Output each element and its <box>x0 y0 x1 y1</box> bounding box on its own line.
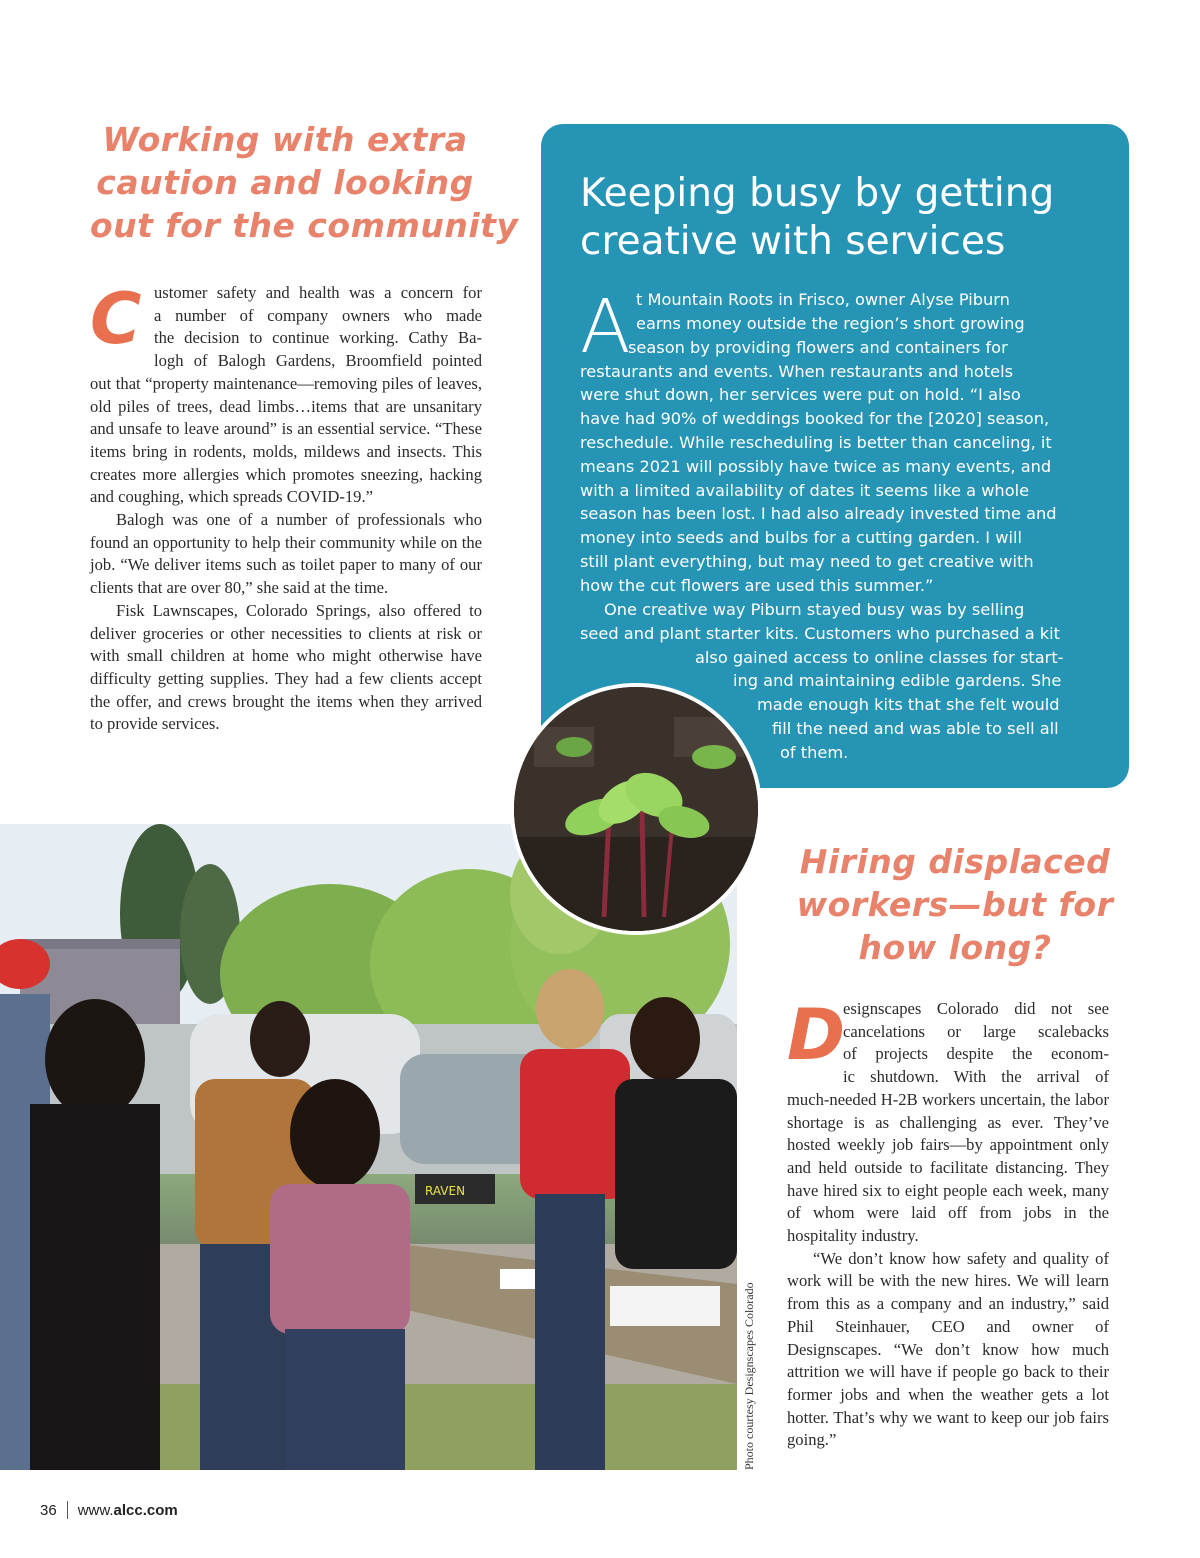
title-line: Keeping busy by getting <box>580 171 1055 216</box>
text-line: also gained access to online classes for start- <box>695 648 1064 667</box>
paragraph-line: cancelations or large scalebacks <box>843 1021 1109 1041</box>
footer-divider <box>67 1501 68 1519</box>
text-line: t Mountain Roots in Frisco, owner Alyse Piburn <box>636 290 1010 309</box>
drop-cap: A <box>580 284 631 370</box>
text-line: seed and plant starter kits. Customers who purchased a kit <box>580 624 1060 643</box>
paragraph-line: a number of company owners who made <box>154 305 482 325</box>
paragraph-line: of projects despite the econom- <box>843 1044 1109 1064</box>
heading-line: workers—but for <box>796 885 1114 924</box>
sidebar-title <box>580 170 1110 266</box>
footer-url-domain[interactable]: alcc.com <box>113 1502 178 1519</box>
text-line: still plant everything, but may need to get creative with <box>580 552 1034 571</box>
right-section-heading <box>780 840 1130 969</box>
paragraph: “We don’t know how safety and quality of work will be with the new hires. We will learn from this as a company and an industry,” said Phil Steinhauer, CEO and owner of Designscapes. “We don’t know how much attrition we will have if people go back to their former jobs and when the weather gets a lot hotter. That’s why we want to keep our job fairs going.” <box>787 1248 1109 1450</box>
text-line: reschedule. While rescheduling is better than canceling, it <box>580 433 1052 452</box>
text-line: season by providing flowers and containers for <box>628 338 1008 357</box>
right-section-body <box>787 994 1109 1452</box>
paragraph: Balogh was one of a number of professionals who found an opportunity to help their community while on the job. “We deliver items such as toilet paper to many of our clients that are over 80,” she said at the time. <box>90 510 482 598</box>
heading-line: out for the community <box>90 206 519 245</box>
text-line: were shut down, her services were put on hold. “I also <box>580 385 1021 404</box>
text-line: have had 90% of weddings booked for the [2020] season, <box>580 409 1050 428</box>
heading-line: Hiring displaced <box>799 842 1111 881</box>
footer-url-prefix: www. <box>77 1502 114 1519</box>
text-line: of them. <box>780 743 849 762</box>
text-line: earns money outside the region’s short growing <box>636 314 1025 333</box>
drop-cap: C <box>90 278 142 360</box>
table-banner-text: RAVEN <box>425 1184 466 1198</box>
seedlings-photo <box>510 683 762 935</box>
left-section-heading <box>90 118 519 247</box>
seedlings-illustration <box>514 687 758 931</box>
heading-line: caution and looking <box>96 163 474 202</box>
drop-cap: D <box>787 994 846 1076</box>
text-line: fill the need and was able to sell all <box>772 719 1059 738</box>
heading-line: Working with extra <box>102 120 468 159</box>
paragraph: much-needed H-2B workers uncertain, the labor shortage is as challenging as ever. They’ve hosted weekly job fairs—by appointment only and held outside to facilitate distancing. They have hired six to eight people each week, many of whom were laid off from jobs in the hospitality industry. <box>787 1089 1109 1246</box>
paragraph-line: the decision to continue working. Cathy Ba- <box>154 328 482 348</box>
paragraph-line: ustomer safety and health was a concern for <box>154 283 482 302</box>
text-line: money into seeds and bulbs for a cutting garden. I will <box>580 528 1022 547</box>
photo-credit: Photo courtesy Designscapes Colorado <box>742 1282 756 1470</box>
text-line: how the cut flowers are used this summer.” <box>580 576 934 595</box>
page-footer <box>40 1501 178 1519</box>
paragraph: out that “property maintenance—removing piles of leaves, old piles of trees, dead limbs…items that are unsanitary and unsafe to leave around” is an essential service. “These items bring in rodents, molds, mildews and insects. This creates more allergies which promotes sneezing, hacking and coughing, which spreads COVID-19.” <box>90 373 482 507</box>
page-number: 36 <box>40 1502 57 1519</box>
paragraph: Fisk Lawnscapes, Colorado Springs, also offered to deliver groceries or other necessities to clients at risk or with small children at home who might otherwise have difficulty getting supplies. They had a few clients accept the offer, and crews brought the items when they arrived to provide services. <box>90 600 482 734</box>
text-line: restaurants and events. When restaurants and hotels <box>580 362 1014 381</box>
text-line: with a limited availability of dates it seems like a whole <box>580 481 1030 500</box>
paragraph-line: logh of Balogh Gardens, Broomfield pointed <box>154 351 482 371</box>
paragraph-line: esignscapes Colorado did not see <box>843 999 1109 1018</box>
title-line: creative with services <box>580 219 1006 264</box>
heading-line: how long? <box>858 928 1052 967</box>
text-line: One creative way Piburn stayed busy was by selling <box>604 600 1025 619</box>
paragraph-line: ic shutdown. With the arrival of <box>843 1067 1109 1087</box>
text-line: made enough kits that she felt would <box>757 695 1060 714</box>
text-line: season has been lost. I had also already invested time and <box>580 504 1057 523</box>
text-line: ing and maintaining edible gardens. She <box>733 671 1062 690</box>
left-section-body <box>90 278 482 736</box>
text-line: means 2021 will possibly have twice as many events, and <box>580 457 1052 476</box>
